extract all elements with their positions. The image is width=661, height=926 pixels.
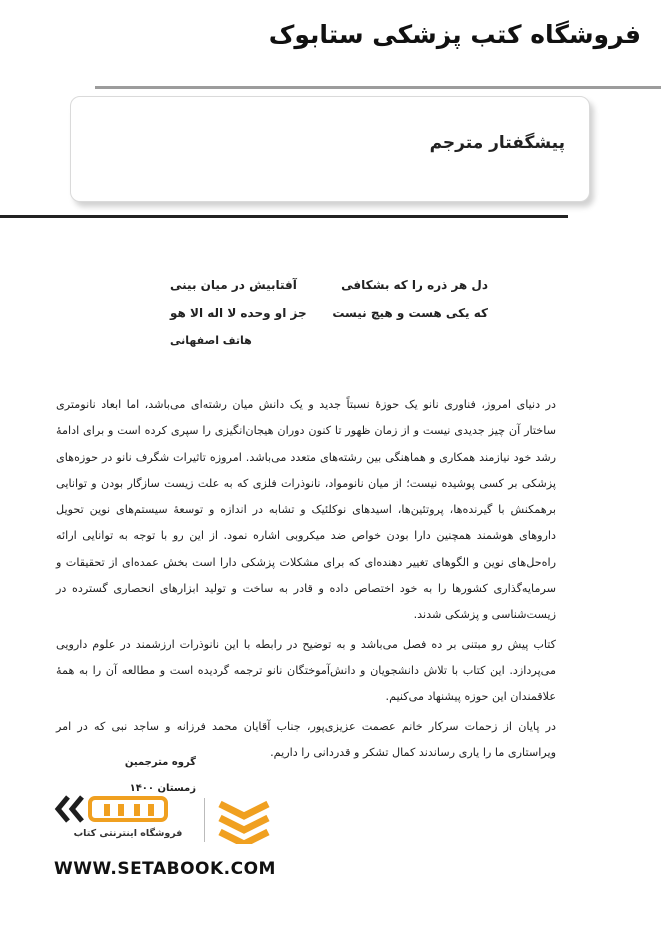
poem-block bbox=[170, 272, 488, 362]
preface-body bbox=[56, 392, 556, 769]
poem-verse-1-right: دل هر ذره را که بشکافی bbox=[341, 278, 488, 292]
logo-divider bbox=[204, 798, 205, 842]
brand-wordmark-shape bbox=[90, 798, 166, 820]
chevron-left-icon bbox=[72, 797, 82, 821]
header-divider bbox=[95, 86, 661, 89]
signature-date: زمستان ۱۴۰۰ bbox=[129, 783, 196, 794]
setabook-logo bbox=[54, 794, 284, 850]
preface-paragraph: کتاب پیش رو مبتنی بر ده فصل می‌باشد و به توضیح در رابطه با این نانوذرات ارزشمند در علوم دارویی می‌پردازد. این کتاب با تلاش دانشجویان و دانش‌آموختگان نانو ترجمه گردیده است و مطالعه آن را به همهٔ علاقمندان این حوزه پیشنهاد می‌کنیم. bbox=[56, 637, 556, 704]
signature-group: گروه مترجمین bbox=[124, 757, 196, 768]
brand-chevron-icon bbox=[214, 798, 274, 844]
poem-poet: هاتف اصفهانی bbox=[170, 334, 252, 347]
brand-subtitle: فروشگاه اینترنتی کتاب bbox=[73, 828, 183, 839]
brand-arrows-logo-icon bbox=[54, 794, 172, 824]
store-url[interactable]: WWW.SETABOOK.COM bbox=[54, 859, 276, 879]
poem-verse-1-left: آفتابیش در میان بینی bbox=[170, 278, 297, 292]
store-header-title: فروشگاه کتب پزشکی ستابوک bbox=[268, 20, 641, 49]
section-divider bbox=[0, 215, 568, 218]
preface-paragraph: در دنیای امروز، فناوری نانو یک حوزهٔ نسبتاً جدید و یک دانش میان رشته‌ای می‌باشد، اما ابعاد نانومتری ساختار آن چیز جدیدی نیست و از زمان ظهور تا کنون دوران هیجان‌انگیزی را سپری کرده است و برای ادامهٔ رشد خود نیازمند همکاری و هماهنگی بین رشته‌های متعدد می‌باشد. امروزه تاثیرات شگرف نانو در حوزه‌های پزشکی بر کسی پوشیده نیست؛ از میان نانومواد، نانوذرات فلزی که به علت زیست سازگار بودن و توانایی برهمکنش با گیرنده‌ها، پروتئین‌ها، اسیدهای نوکلئیک و تشابه در اندازه و توسعهٔ سیستم‌های نوین تحویل داروهای هوشمند همچنین دارا بودن خواص ضد میکروبی اشاره نمود. از این رو با توجه به توانایی ارائه راه‌حل‌های نوین و الگوهای تغییر دهنده‌ای که برای مشکلات پزشکی دارا است بخش عمده‌ای از تحقیقات و سرمایه‌گذاری کشورها را به خود اختصاص داده و قادر به ساخت و تولید ابزارهای انحصاری گسترده در زیست‌شناسی و پزشکی شدند. bbox=[56, 398, 556, 622]
preface-paragraph: در پایان از زحمات سرکار خانم عصمت عزیزی‌پور، جناب آقایان محمد فرزانه و ساجد نبی که در امر ویراستاری ما را یاری رساندند کمال تشکر و قدردانی را داریم. bbox=[56, 719, 556, 759]
poem-verse-2-right: که یکی هست و هیچ نیست bbox=[332, 306, 488, 320]
poem-verse-2-left: جز او وحده لا اله الا هو bbox=[170, 306, 307, 320]
section-title-box bbox=[70, 96, 590, 202]
section-title: پیشگفتار مترجم bbox=[429, 133, 565, 153]
chevron-left-icon bbox=[58, 797, 68, 821]
